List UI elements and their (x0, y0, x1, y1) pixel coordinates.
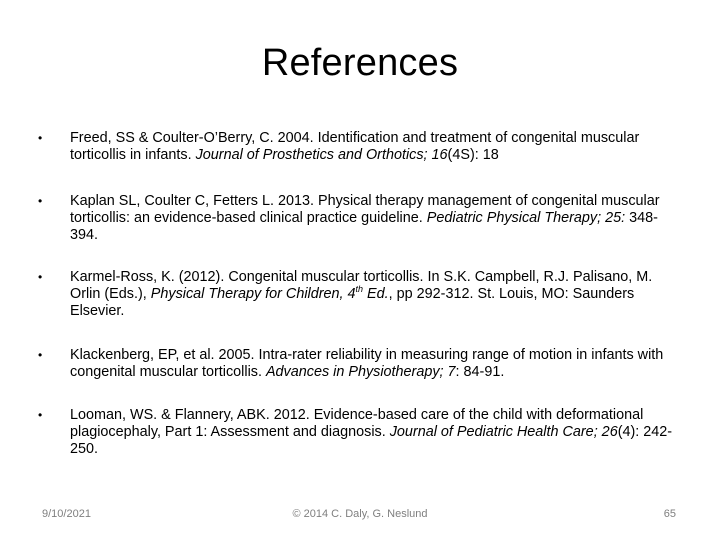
reference-segment: Physical Therapy for Children, 4 (150, 286, 356, 302)
reference-segment: : 84-91. (455, 364, 505, 380)
reference-segment: Freed, SS & Coulter-O’Berry, C. 2004. Identification and treatment of congenital muscular torticollis in infants. (70, 130, 640, 163)
reference-item (70, 407, 680, 458)
page-number: 65 (663, 508, 676, 520)
reference-segment: Journal of Prosthetics and Orthotics; 16 (195, 147, 448, 163)
reference-segment: Advances in Physiotherapy; 7 (265, 364, 456, 380)
slide-title: References (261, 42, 459, 84)
reference-segment: Kaplan SL, Coulter C, Fetters L. 2013. Physical therapy management of congenital muscular torticollis: an evidence-based clinical practice guideline. (70, 193, 660, 226)
bullet: • (38, 194, 43, 208)
bullet: • (38, 408, 43, 422)
reference-item (70, 193, 680, 244)
reference-segment: Karmel-Ross, K. (2012). Congenital muscular torticollis. In S.K. Campbell, R.J. Palisano, M. Orlin (Eds.), (70, 269, 653, 302)
reference-segment: Pediatric Physical Therapy; 25: (426, 210, 626, 226)
bullet: • (38, 131, 43, 145)
footer-date: 9/10/2021 (42, 508, 91, 520)
bullet: • (38, 270, 43, 284)
reference-segment: (4): 242-250. (70, 424, 673, 457)
reference-segment: , pp 292-312. St. Louis, MO: Saunders Elsevier. (70, 286, 635, 319)
reference-segment: Journal of Pediatric Health Care; 26 (389, 424, 618, 440)
reference-item (70, 347, 680, 381)
footer-copyright: © 2014 C. Daly, G. Neslund (292, 508, 428, 520)
reference-segment: 348-394. (70, 210, 658, 243)
reference-segment: Ed. (363, 286, 389, 302)
bullet: • (38, 348, 43, 362)
reference-segment: (4S): 18 (447, 147, 499, 163)
reference-segment: Klackenberg, EP, et al. 2005. Intra-rater reliability in measuring range of motion in infants with congenital muscular torticollis. (70, 347, 664, 380)
reference-segment: Looman, WS. & Flannery, ABK. 2012. Evidence-based care of the child with deformational plagiocephaly, Part 1: Assessment and diagnosis. (70, 407, 644, 440)
reference-item (70, 130, 680, 164)
reference-item (70, 269, 680, 320)
reference-segment: th (355, 284, 364, 295)
